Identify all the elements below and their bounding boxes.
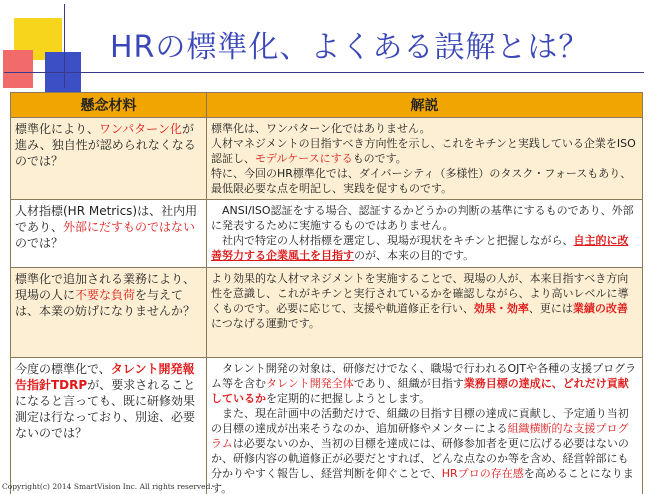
concern-cell (11, 268, 207, 358)
page-title: HRの標準化、よくある誤解とは？ (110, 30, 590, 65)
explanation-paragraph (211, 203, 638, 233)
concern-text: 標準化により、 (15, 122, 100, 136)
concern-text: 今度の標準化で、 (15, 362, 111, 376)
highlight-text: 自主的に改善努力する企業風土を目指す (211, 234, 629, 262)
highlight-text: 業績の改善 (572, 302, 628, 315)
explanation-text: 特に、今回のHR標準化では、ダイバーシティ（多様性）のタスク・フォースもあり、最低限必要な点を明記し、実践を促すものです。 (211, 167, 632, 195)
explanation-cell (207, 358, 643, 494)
table-row (11, 200, 643, 268)
header-explanation: 解説 (207, 93, 643, 118)
explanation-text: より効果的な人材マネジメントを実施することで、現場の人が、本来目指すべき方向性を意識し、これがキチンと実行されているかを確認しながら、より高いレベルに導くものです。必要に応じて、支援や軌道修正を行い、 (211, 272, 629, 315)
highlight-text: タレント開発全体 (266, 377, 354, 390)
explanation-paragraph (211, 121, 638, 136)
explanation-text: 人材マネジメントの目指すべき方向性を示し、これをキチンと実践している企業をISO認証し、 (211, 137, 636, 165)
concern-text: 標準化で追加される業務により、現場の人に (15, 272, 196, 302)
explanation-text: であり、組織が目指す (353, 377, 464, 390)
explanation-paragraph (211, 406, 638, 494)
header-concern: 懸念材料 (11, 93, 207, 118)
copyright-notice: Copyright(c) 2014 SmartVision Inc. All rights reserved. (2, 482, 213, 491)
explanation-cell (207, 268, 643, 358)
explanation-text: 社内で特定の人材指標を選定し、現場が現状をキチンと把握しながら、 (222, 234, 574, 247)
concern-text: が進み、独自性が認められなくなるのでは？ (15, 122, 196, 168)
concern-text: を与えては、本業の妨げになりませんか？ (15, 288, 196, 318)
concern-text: のでは？ (15, 236, 64, 250)
explanation-cell (207, 118, 643, 200)
explanation-text: また、現在計画中の活動だけで、組織の目指す目標の達成に貢献し、予定通り当初の目標の達成が出来そうなのか、追加研修やメンターによる (211, 407, 629, 435)
concern-cell (11, 358, 207, 494)
explanation-text: ANSI/ISO認証をする場合、認証するかどうかの判断の基準にするものであり、外部に発表するために実施するものではありません。 (211, 204, 634, 232)
decor-horizontal-line (4, 72, 644, 73)
concern-cell (11, 200, 207, 268)
table-row (11, 358, 643, 494)
explanation-paragraph (211, 166, 638, 196)
explanation-paragraph (211, 271, 638, 331)
highlight-text: タレント開発報告指針TDRP (15, 362, 195, 392)
highlight-text: 効果・効率 (473, 302, 529, 315)
explanation-paragraph (211, 233, 638, 263)
explanation-paragraph (211, 361, 638, 406)
explanation-text: のが、本来の目的です。 (354, 249, 475, 262)
faq-table (10, 92, 643, 494)
highlight-text: モデルケースにする (255, 152, 353, 165)
highlight-text: HRプロの存在感 (441, 467, 524, 480)
explanation-cell (207, 200, 643, 268)
explanation-text: は必要ないのか、当初の目標を達成には、研修参加者を更に広げる必要はないのか、研修内容の軌道修正が必要だとすれば、どんな点なのか等を含め、経営幹部にも分かりやすく報告し、経営判断を仰ぐことで、 (211, 437, 629, 480)
table-row (11, 118, 643, 200)
table-header-row (11, 93, 643, 118)
concern-text: 人材指標(HR Metrics)は、社内用であり、 (15, 204, 198, 234)
concern-text: が、要求されることになると言っても、既に研修効果測定は行なっており、別途、必要ないのでは？ (15, 378, 196, 440)
decor-square-red (3, 50, 33, 88)
explanation-text: ものです。 (352, 152, 407, 165)
explanation-text: を高めることになります。 (211, 467, 634, 494)
explanation-text: 、更には (528, 302, 573, 315)
explanation-text: を定期的に把握しようとします。 (266, 392, 431, 405)
highlight-text: 不要な負荷 (75, 288, 136, 302)
highlight-text: 外部にだすものではない (63, 220, 196, 234)
highlight-text: 業務目標の達成に、どれだけ貢献しているか (211, 377, 629, 405)
highlight-text: ワンパターン化 (99, 122, 182, 136)
concern-cell (11, 118, 207, 200)
table-row (11, 268, 643, 358)
decor-vertical-line (64, 4, 65, 88)
explanation-text: 標準化は、ワンパターン化ではありません。 (211, 122, 431, 135)
highlight-text: 組織横断的な支援プログラム (211, 422, 629, 450)
explanation-text: につなげる運動です。 (211, 317, 320, 330)
explanation-paragraph (211, 136, 638, 166)
explanation-text: タレント開発の対象は、研修だけでなく、職場で行われるOJTや各種の支援プログラム等を含む (211, 362, 637, 390)
